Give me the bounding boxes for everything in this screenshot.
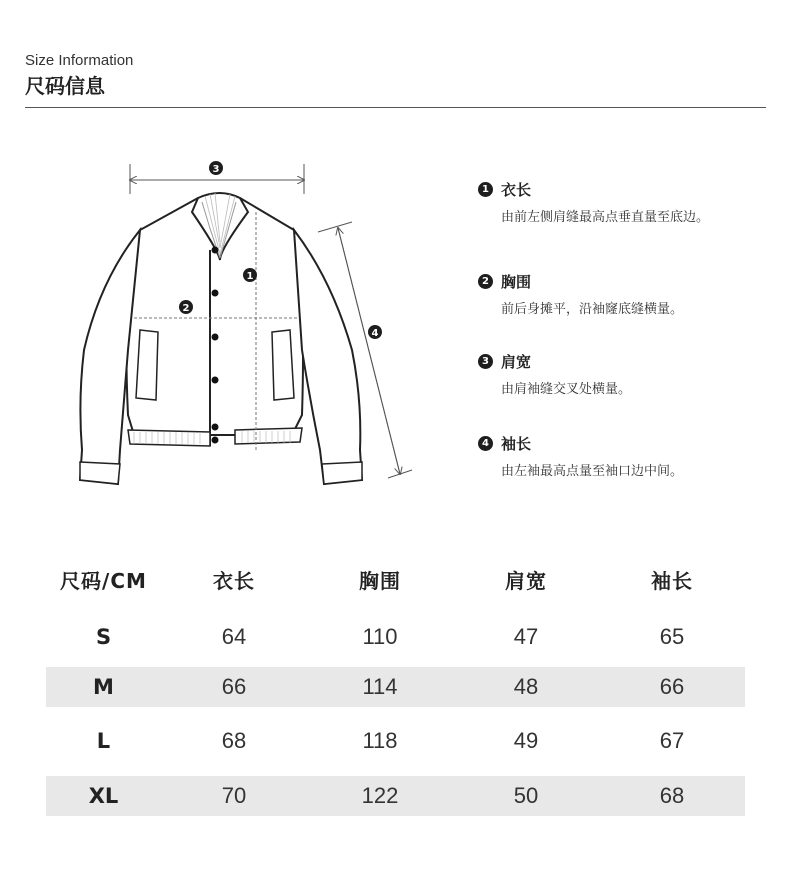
- table-row: [46, 667, 745, 707]
- value-cell: 65: [659, 624, 685, 649]
- page-title: 尺码信息: [25, 74, 105, 98]
- value-cell: 122: [361, 783, 399, 808]
- subtitle-english: Size Information: [25, 52, 134, 69]
- value-cell: 48: [513, 674, 539, 699]
- table-row: [46, 776, 745, 816]
- jacket-outline-icon: [70, 150, 430, 495]
- legend-description: 由肩袖缝交叉处横量。: [501, 382, 632, 397]
- legend-item-chest: [478, 270, 768, 317]
- legend-title: 胸围: [501, 272, 532, 291]
- value-cell: 67: [659, 728, 685, 753]
- value-cell: 68: [659, 783, 685, 808]
- legend-item-length: [478, 178, 768, 225]
- svg-text:2: 2: [182, 303, 190, 314]
- number-3-icon: 3: [478, 354, 493, 369]
- svg-text:1: 1: [246, 271, 254, 282]
- table-row: [46, 722, 745, 760]
- legend-item-shoulder: [478, 350, 768, 397]
- value-cell: 110: [362, 624, 398, 649]
- table-header-length: 衣长: [213, 568, 255, 593]
- size-cell: L: [96, 729, 111, 753]
- value-cell: 66: [221, 674, 247, 699]
- size-cell: S: [95, 625, 112, 649]
- marker-3: [209, 161, 223, 175]
- table-header-shoulder: 肩宽: [505, 568, 547, 593]
- marker-1: [243, 268, 257, 282]
- value-cell: 64: [221, 624, 247, 649]
- value-cell: 47: [513, 624, 539, 649]
- marker-4: [368, 325, 382, 339]
- table-header-chest: 胸围: [359, 568, 401, 593]
- value-cell: 66: [659, 674, 685, 699]
- table-row: [46, 618, 745, 656]
- legend-description: 由前左侧肩缝最高点垂直量至底边。: [501, 210, 710, 225]
- number-4-icon: 4: [478, 436, 493, 451]
- svg-text:4: 4: [371, 328, 379, 339]
- number-2-icon: 2: [478, 274, 493, 289]
- marker-2: [179, 300, 193, 314]
- value-cell: 118: [362, 728, 398, 753]
- value-cell: 70: [221, 783, 247, 808]
- jacket-measurement-diagram: [70, 150, 430, 495]
- value-cell: 114: [362, 674, 398, 699]
- legend-title: 袖长: [501, 434, 532, 453]
- table-header-size: 尺码/CM: [60, 568, 147, 593]
- legend-description: 由左袖最高点量至袖口边中间。: [501, 464, 684, 479]
- value-cell: 49: [513, 728, 539, 753]
- svg-text:3: 3: [212, 164, 220, 175]
- size-cell: XL: [88, 784, 119, 808]
- legend-description: 前后身摊平，沿袖窿底缝横量。: [501, 302, 684, 317]
- table-header-row: [46, 560, 745, 598]
- legend-item-sleeve: [478, 432, 768, 479]
- size-cell: M: [93, 675, 114, 699]
- value-cell: 50: [513, 783, 539, 808]
- number-1-icon: 1: [478, 182, 493, 197]
- section-header: [25, 50, 766, 108]
- value-cell: 68: [221, 728, 247, 753]
- legend-title: 肩宽: [501, 352, 532, 371]
- legend-title: 衣长: [501, 180, 532, 199]
- table-header-sleeve: 袖长: [651, 568, 693, 593]
